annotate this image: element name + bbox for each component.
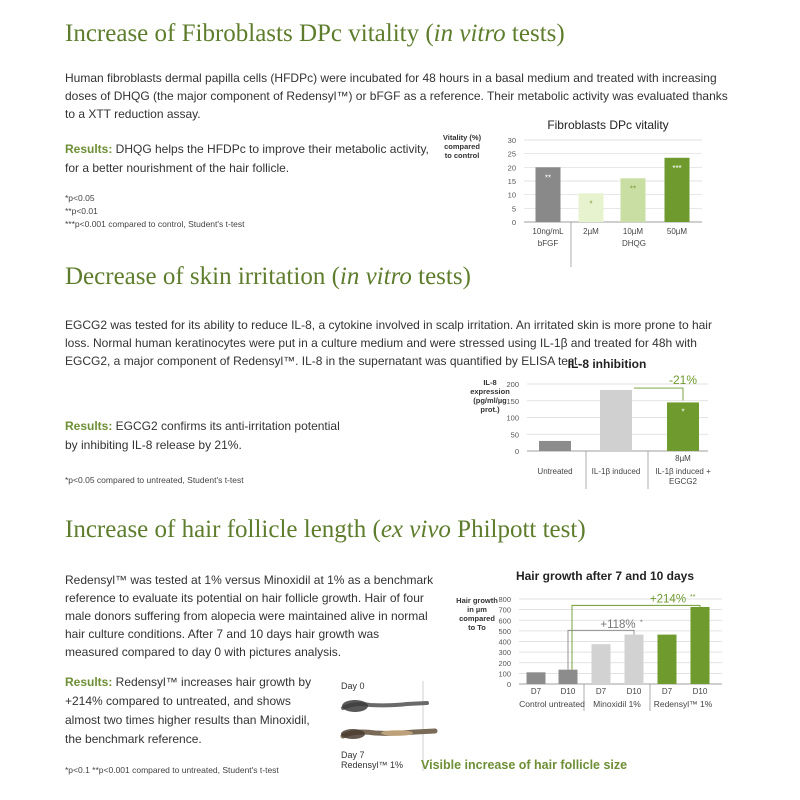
section1-title-italic: in vitro <box>433 20 506 47</box>
chart2-reduction-bracket <box>634 388 683 400</box>
note-p01-untreated: *p<0.1 **p<0.001 compared to untreated, Student's t-test <box>65 765 279 775</box>
section1-results <box>65 140 435 178</box>
chart3-ytick: 0 <box>506 680 511 689</box>
chart2-ylabel-3: (pg/ml/µg <box>473 396 507 405</box>
note-p005-untreated: *p<0.05 compared to untreated, Student's t-test <box>65 475 244 485</box>
chart3-ytick: 600 <box>498 616 511 626</box>
chart1-significance: ** <box>544 173 552 183</box>
chart3-xtick: D10 <box>626 687 642 696</box>
chart1-ytick: 30 <box>507 136 516 145</box>
section2-results-text: EGCG2 confirms its anti-irritation potential by inhibiting IL-8 release by 21%. <box>65 419 340 452</box>
chart2-ytick: 150 <box>506 396 519 406</box>
fibroblasts-vitality-chart <box>440 110 720 270</box>
section2-title-italic: in vitro <box>339 263 412 290</box>
chart2-ytick: 50 <box>510 430 519 440</box>
section3-title-end: Philpott test) <box>450 516 586 543</box>
section1-title-end: tests) <box>505 20 565 47</box>
chart3-ylabel-4: to To <box>468 623 486 632</box>
section3-results-label: Results: <box>65 675 113 689</box>
chart2-xtick: IL-1β induced + <box>655 467 711 476</box>
chart3-group-label: Minoxidil 1% <box>593 699 641 709</box>
section1-notes <box>65 192 245 231</box>
chart3-annotation-sup: * <box>640 619 643 627</box>
chart3-annotation-redensyl: +214% <box>649 593 687 606</box>
section2-title-text: Decrease of skin irritation ( <box>65 263 340 290</box>
day0-label: Day 0 <box>341 681 365 691</box>
chart3-group-label: Redensyl™ 1% <box>653 699 713 709</box>
chart1-group-label: DHQG <box>622 239 646 248</box>
chart2-bar <box>539 441 571 451</box>
chart1-significance: ** <box>629 184 637 194</box>
chart3-title: Hair growth after 7 and 10 days <box>515 569 695 583</box>
chart3-ylabel-3: compared <box>459 614 495 623</box>
chart3-ytick: 500 <box>498 626 511 636</box>
chart3-bar <box>625 635 644 684</box>
chart3-ytick: 300 <box>498 648 511 658</box>
chart3-bar <box>691 607 710 684</box>
note-p0001: ***p<0.001 compared to control, Student's t-test <box>65 219 245 229</box>
chart3-bar <box>559 670 578 684</box>
chart1-ylabel-2: compared <box>444 142 480 151</box>
chart1-title: Fibroblasts DPc vitality <box>547 118 669 132</box>
chart1-ylabel-1: Vitality (%) <box>442 133 482 142</box>
chart3-xtick: D7 <box>530 687 542 696</box>
chart2-xtick: IL-1β induced <box>591 467 641 476</box>
chart1-ytick: 10 <box>507 190 516 200</box>
chart1-xtick: 10µM <box>622 227 644 236</box>
chart1-ytick: 0 <box>511 218 516 227</box>
section2-notes <box>65 474 244 487</box>
chart2-bar-label: 8µM <box>675 454 691 463</box>
chart1-xtick: 10ng/mL <box>532 227 564 236</box>
chart3-ytick: 700 <box>498 605 511 615</box>
hair-follicle-caption: Visible increase of hair follicle size <box>421 758 628 772</box>
section2-paragraph: EGCG2 was tested for its ability to reduce IL-8, a cytokine involved in scalp irritation. An irritated skin is more prone to hair loss. Normal human keratinocytes were put in a culture medium and were stressed using IL-1β and treated for 48h with EGCG2, a major component of Redensyl™. IL-8 in the supernatant was quantified by ELISA test. <box>65 318 712 368</box>
chart3-xtick: D10 <box>560 687 576 696</box>
section1-paragraph: Human fibroblasts dermal papilla cells (HFDPc) were incubated for 48 hours in a basal medium and treated with increasing doses of DHQG (the major component of Redensyl™) or bFGF as a reference. Their metabolic activity was evaluated thanks to a XTT reduction assay. <box>65 71 728 121</box>
section3-title-italic: ex vivo <box>380 516 451 543</box>
chart3-annotation-minoxidil: +118% <box>600 619 636 632</box>
chart2-significance: * <box>681 407 685 417</box>
chart3-ytick: 400 <box>498 637 511 647</box>
chart3-ylabel-2: in µm <box>467 605 487 614</box>
day7-label: Day 7 <box>341 750 365 760</box>
section3-title-text: Increase of hair follicle length ( <box>65 516 381 543</box>
chart1-ylabel-3: to control <box>444 151 480 160</box>
chart2-ylabel-1: IL-8 <box>483 378 497 387</box>
section2-title <box>65 263 471 291</box>
redensyl-label: Redensyl™ 1% <box>341 760 404 770</box>
hair-growth-chart <box>440 565 730 725</box>
section3-paragraph-wrap <box>65 571 435 661</box>
chart2-ytick: 0 <box>514 447 519 456</box>
chart2-ylabel-4: prot.) <box>480 405 500 414</box>
chart3-bar <box>658 635 677 684</box>
chart2-bar <box>600 390 632 451</box>
chart2-ytick: 100 <box>506 413 519 423</box>
chart3-ytick: 200 <box>498 658 511 668</box>
chart2-title: IL-8 inhibition <box>567 357 647 371</box>
chart3-xtick: D7 <box>595 687 607 696</box>
section3-notes <box>65 764 279 777</box>
section2-results-label: Results: <box>65 419 113 433</box>
chart1-significance: * <box>589 199 593 209</box>
chart3-ytick: 800 <box>498 595 511 604</box>
section1-results-label: Results: <box>65 142 113 156</box>
chart3-ytick: 100 <box>498 669 511 679</box>
chart2-ylabel-2: expression <box>470 387 510 396</box>
chart3-bar <box>527 672 546 684</box>
chart1-ytick: 20 <box>507 163 516 173</box>
section1-title-text: Increase of Fibroblasts DPc vitality ( <box>65 20 434 47</box>
note-p001: **p<0.01 <box>65 206 98 216</box>
section3-results-text: Redensyl™ increases hair growth by +214% compared to untreated, and shows almost two times higher results than Minoxidil, the benchmark reference. <box>65 675 312 746</box>
chart1-ytick: 15 <box>507 177 516 186</box>
chart3-group-label: Control untreated <box>519 699 585 709</box>
chart3-xtick: D7 <box>661 687 673 696</box>
section3-paragraph: Redensyl™ was tested at 1% versus Minoxidil at 1% as a benchmark reference to evaluate its potential on hair follicle growth. Hair of four male donors suffering from alopecia were maintained alive in normal hair culture conditions. After 7 and 10 days hair growth was measured compared to day 0 with pictures analysis. <box>65 573 434 659</box>
chart1-significance: *** <box>672 163 682 173</box>
chart2-ytick: 200 <box>506 380 519 389</box>
chart2-annotation: -21% <box>668 373 698 388</box>
chart1-xtick: 2µM <box>583 227 599 236</box>
chart1-xtick: 50µM <box>666 227 688 236</box>
section3-results <box>65 673 323 749</box>
chart1-ytick: 25 <box>507 149 516 159</box>
section2-results <box>65 417 350 455</box>
chart1-group-label: bFGF <box>537 239 559 248</box>
section2-title-end: tests) <box>411 263 471 290</box>
chart3-bar <box>592 644 611 684</box>
chart3-xtick: D10 <box>692 687 708 696</box>
section1-results-text: DHQG helps the HFDPc to improve their metabolic activity, for a better nourishment of the hair follicle. <box>65 142 429 175</box>
chart3-ylabel-1: Hair growth <box>456 596 498 605</box>
chart3-annotation-sup: ** <box>690 594 696 601</box>
section1-title <box>65 20 565 48</box>
chart2-xtick: EGCG2 <box>668 477 698 486</box>
chart1-ytick: 5 <box>511 204 516 214</box>
il8-inhibition-chart <box>440 350 720 495</box>
section3-title <box>65 516 586 544</box>
chart2-xtick: Untreated <box>537 467 573 476</box>
note-p005: *p<0.05 <box>65 193 95 203</box>
